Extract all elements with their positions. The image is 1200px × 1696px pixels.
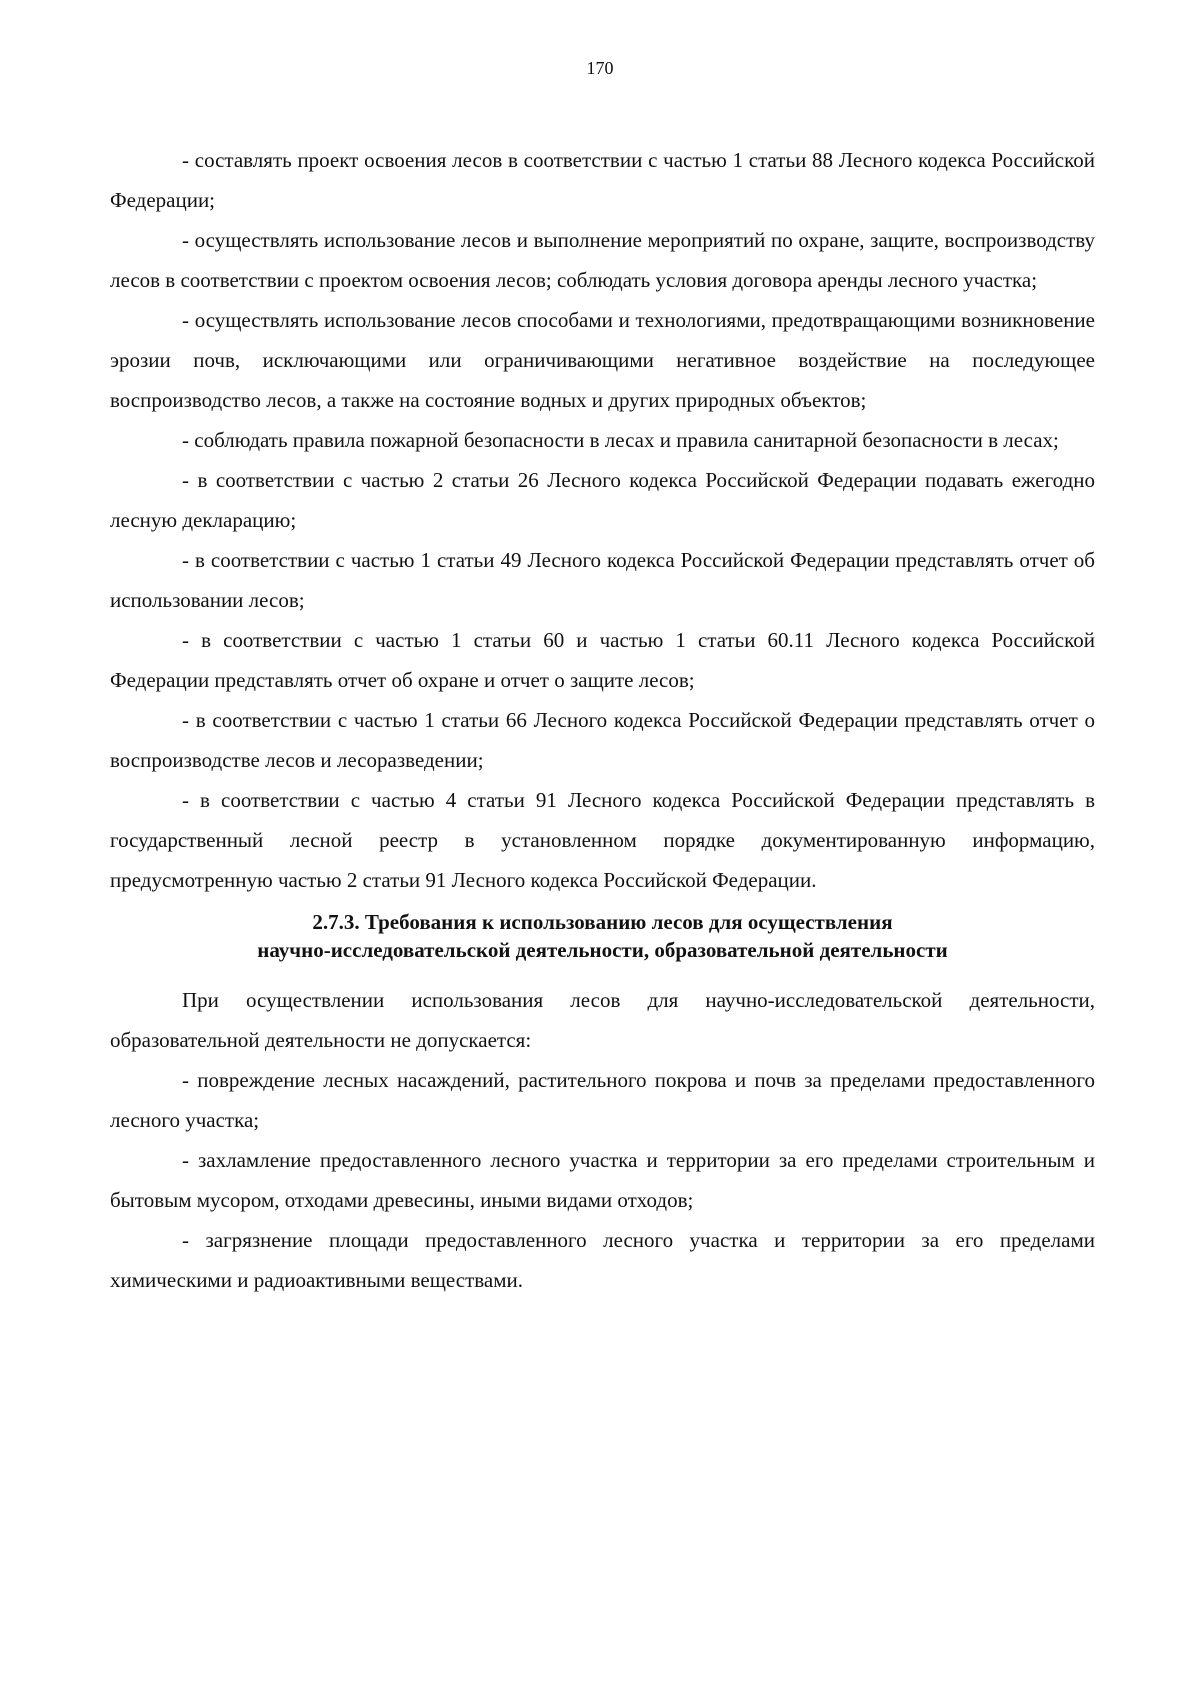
page-number: 170 (586, 58, 614, 78)
list-item: - в соответствии с частью 1 статьи 66 Лесного кодекса Российской Федерации представлять отчет о воспроизводстве лесов и лесоразведении; (110, 708, 1095, 772)
list-item: - в соответствии с частью 4 статьи 91 Лесного кодекса Российской Федерации представлять в государственный лесной реестр в установленном порядке документированную информацию, предусмотренную частью 2 статьи 91 Лесного кодекса Российской Федерации. (110, 788, 1095, 892)
list-item: - в соответствии с частью 2 статьи 26 Лесного кодекса Российской Федерации подавать ежегодно лесную декларацию; (110, 468, 1095, 532)
section-heading-line-1: 2.7.3. Требования к использованию лесов для осуществления (312, 910, 893, 934)
list-item: - соблюдать правила пожарной безопасности в лесах и правила санитарной безопасности в лесах; (182, 428, 1059, 452)
document-body (110, 140, 1095, 1300)
section-heading (110, 908, 1095, 964)
list-item: - осуществлять использование лесов способами и технологиями, предотвращающими возникновение эрозии почв, исключающими или ограничивающими негативное воздействие на последующее воспроизводство лесов, а также на состояние водных и других природных объектов; (110, 308, 1095, 412)
list-item: - захламление предоставленного лесного участка и территории за его пределами строительным и бытовым мусором, отходами древесины, иными видами отходов; (110, 1148, 1095, 1212)
list-item: - загрязнение площади предоставленного лесного участка и территории за его пределами химическими и радиоактивными веществами. (110, 1228, 1095, 1292)
list-item: - в соответствии с частью 1 статьи 49 Лесного кодекса Российской Федерации представлять отчет об использовании лесов; (110, 548, 1095, 612)
list-item: - составлять проект освоения лесов в соответствии с частью 1 статьи 88 Лесного кодекса Российской Федерации; (110, 148, 1095, 212)
list-item: - осуществлять использование лесов и выполнение мероприятий по охране, защите, воспроизводству лесов в соответствии с проектом освоения лесов; соблюдать условия договора аренды лесного участка; (110, 228, 1095, 292)
intro-paragraph: При осуществлении использования лесов для научно-исследовательской деятельности, образовательной деятельности не допускается: (110, 988, 1095, 1052)
section-heading-line-2: научно-исследовательской деятельности, образовательной деятельности (257, 938, 948, 962)
list-item: - в соответствии с частью 1 статьи 60 и частью 1 статьи 60.11 Лесного кодекса Российской Федерации представлять отчет об охране и отчет о защите лесов; (110, 628, 1095, 692)
list-item: - повреждение лесных насаждений, растительного покрова и почв за пределами предоставленного лесного участка; (110, 1068, 1095, 1132)
